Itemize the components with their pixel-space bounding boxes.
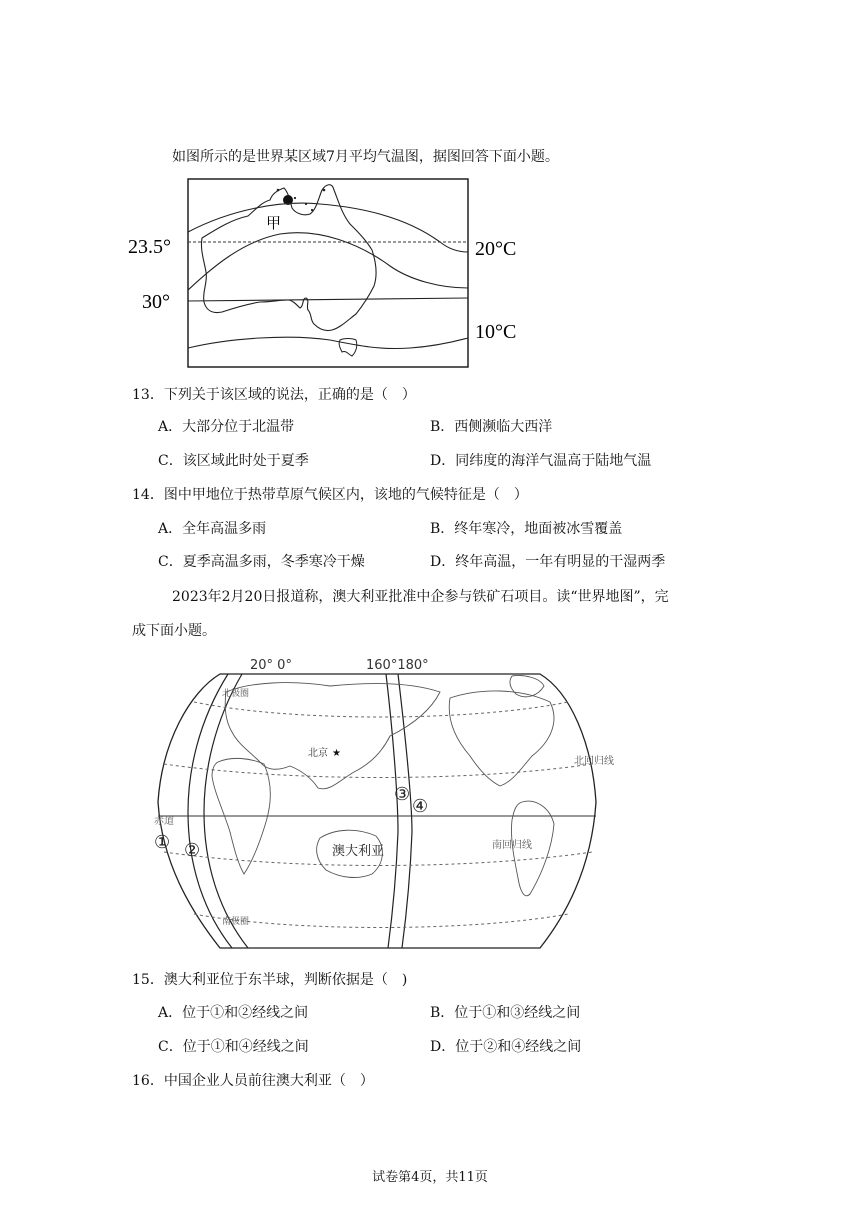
jia-label: 甲 — [266, 214, 282, 232]
q13-option-b[interactable]: B．西侧濒临大西洋 — [430, 419, 553, 435]
q15-stem: 15．澳大利亚位于东半球，判断依据是（ ) — [132, 972, 408, 988]
meridian-160e — [386, 674, 398, 948]
meridian-20w — [188, 674, 232, 948]
q14-option-c[interactable]: C．夏季高温多雨，冬季寒冷干燥 — [158, 554, 365, 570]
lat-30-label: 30° — [142, 291, 170, 313]
antarctic-circle — [194, 914, 568, 928]
isotherm-20-label: 20°C — [475, 238, 517, 260]
isotherm-upper — [188, 203, 468, 252]
q13-stem: 13．下列关于该区域的说法，正确的是（ ） — [132, 387, 416, 403]
q13-option-d[interactable]: D．同纬度的海洋气温高于陆地气温 — [430, 453, 652, 469]
lat-235-label: 23.5° — [128, 236, 171, 258]
world-map — [140, 652, 620, 954]
intro-text-2-line-1: 2023年2月20日报道称，澳大利亚批准中企参与铁矿石项目。读“世界地图”，完 — [172, 589, 669, 605]
q13-option-a[interactable]: A．大部分位于北温带 — [158, 419, 295, 435]
arctic-circle — [194, 702, 568, 717]
q14-option-d[interactable]: D．终年高温，一年有明显的干湿两季 — [430, 554, 666, 570]
q13-option-c[interactable]: C．该区域此时处于夏季 — [158, 453, 309, 469]
marker-3: ③ — [394, 784, 411, 805]
page-footer: 试卷第4页，共11页 — [372, 1170, 488, 1185]
marker-1: ① — [154, 832, 171, 853]
meridian-180 — [398, 674, 412, 948]
arctic-label: 北极圈 — [222, 689, 250, 699]
tropic-n-label: 北回归线 — [574, 756, 614, 767]
q15-option-a[interactable]: A．位于①和②经线之间 — [158, 1005, 309, 1021]
isotherm-map — [120, 170, 540, 375]
greenland-outline — [510, 675, 544, 696]
intro-text-2-line-2: 成下面小题。 — [132, 623, 216, 639]
tropic-of-cancer — [164, 764, 592, 778]
antarctic-label: 南极圈 — [222, 917, 250, 927]
north-america-outline — [449, 691, 554, 786]
q15-option-d[interactable]: D．位于②和④经线之间 — [430, 1039, 582, 1055]
q14-option-a[interactable]: A．全年高温多雨 — [158, 521, 267, 537]
intro-text-1: 如图所示的是世界某区域7月平均气温图，据图回答下面小题。 — [172, 149, 559, 165]
lat-30-line — [188, 298, 468, 301]
q14-stem: 14．图中甲地位于热带草原气候区内，该地的气候特征是（ ） — [132, 487, 528, 503]
eurasia-outline — [225, 683, 440, 789]
beijing-label: 北京 — [308, 748, 328, 759]
q15-option-b[interactable]: B．位于①和③经线之间 — [430, 1005, 581, 1021]
tasmania-outline — [339, 339, 357, 357]
tropic-s-label: 南回归线 — [492, 840, 532, 851]
q14-option-b[interactable]: B．终年寒冷，地面被冰雪覆盖 — [430, 521, 623, 537]
equator-label: 赤道 — [154, 816, 174, 827]
beijing-star-icon: ★ — [332, 748, 341, 759]
isotherm-10 — [188, 337, 468, 348]
marker-4: ④ — [412, 796, 429, 817]
map-frame — [188, 179, 468, 367]
lon-label-right: 160°180° — [366, 658, 429, 673]
q16-stem: 16．中国企业人员前往澳大利亚（ ） — [132, 1073, 374, 1089]
isotherm-10-label: 10°C — [475, 321, 517, 343]
australia-label: 澳大利亚 — [332, 844, 385, 859]
lon-label-left: 20° 0° — [250, 658, 292, 673]
marker-2: ② — [184, 840, 201, 861]
q15-option-c[interactable]: C．位于①和④经线之间 — [158, 1039, 309, 1055]
isotherm-20 — [188, 233, 468, 290]
